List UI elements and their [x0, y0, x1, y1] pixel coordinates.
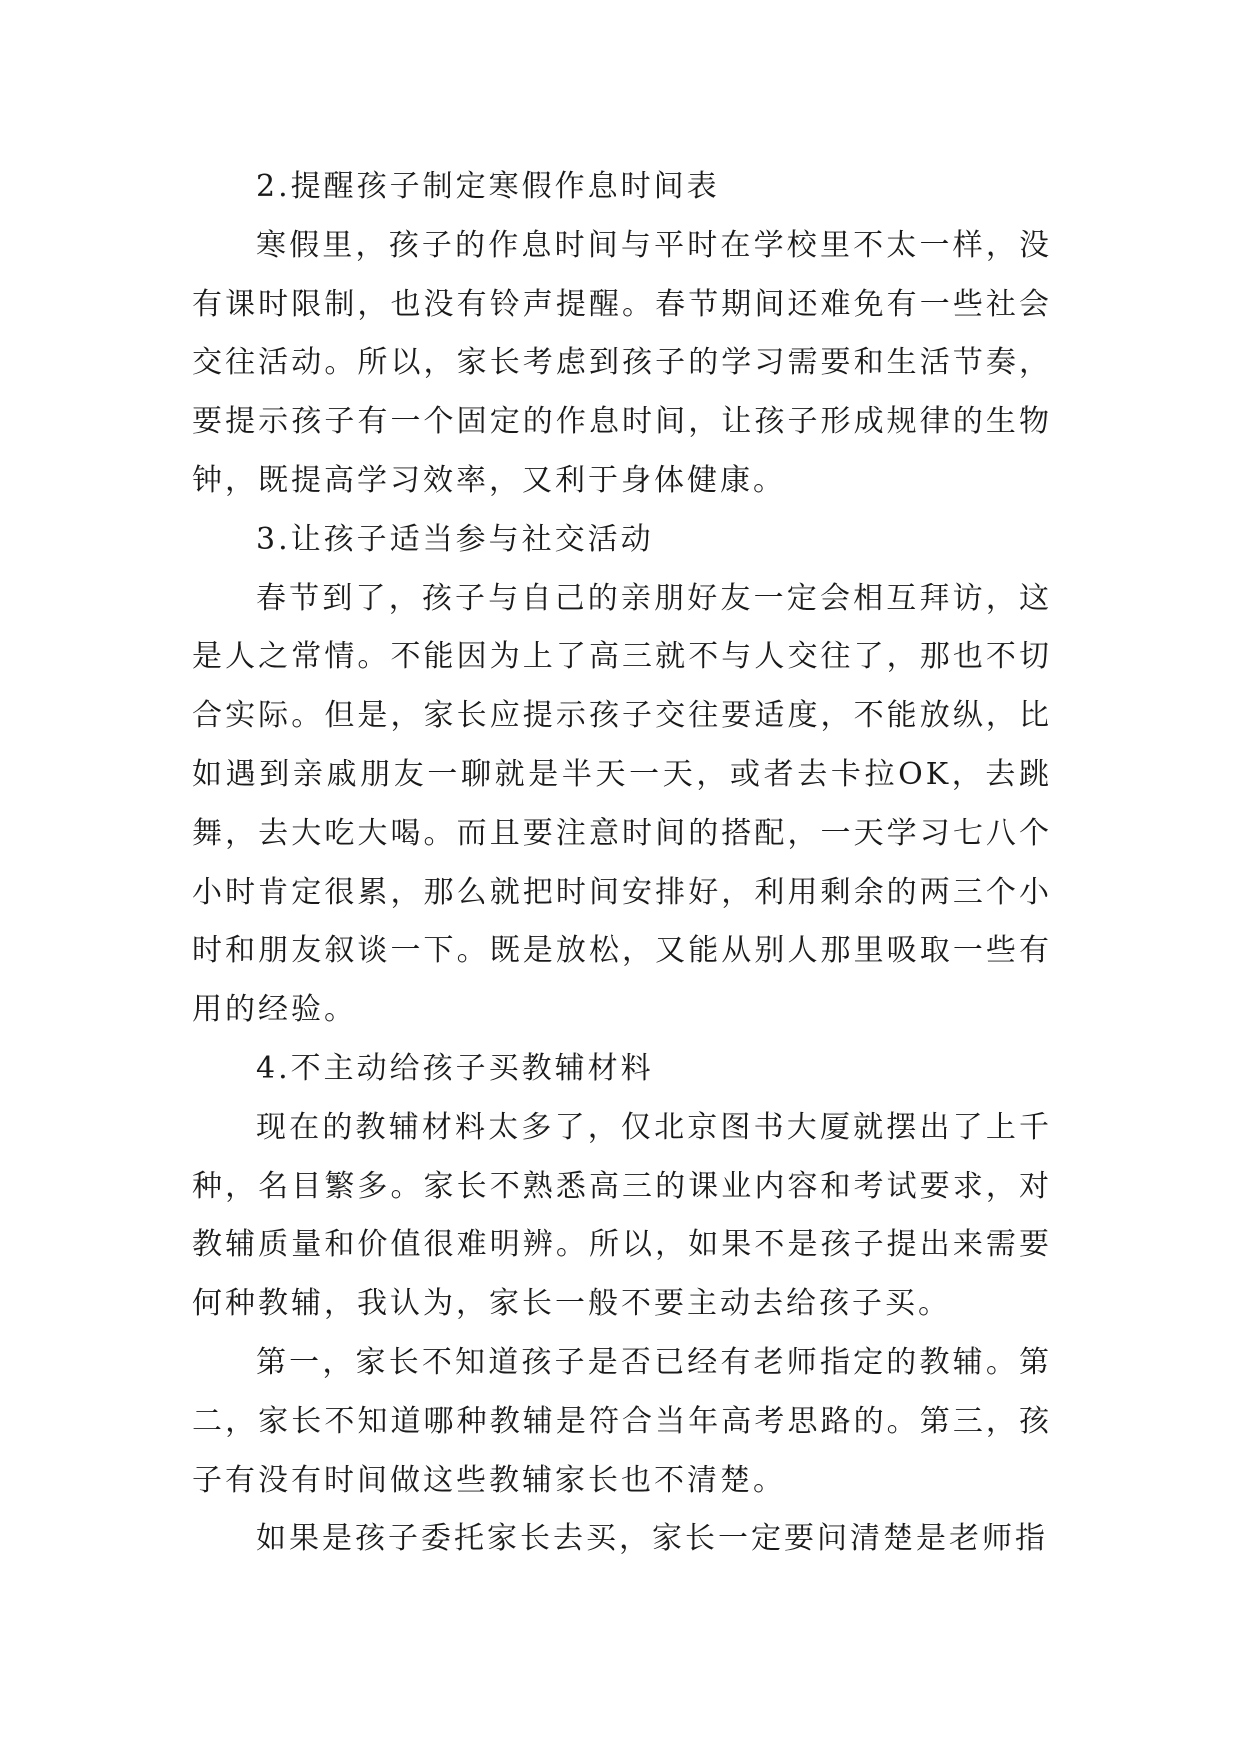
section-heading-4: 4.不主动给孩子买教辅材料: [256, 1050, 654, 1086]
document-body: [192, 158, 1052, 1569]
paragraph-materials: 现在的教辅材料太多了，仅北京图书大厦就摆出了上千种，名目繁多。家长不熟悉高三的课业内容和考试要求，对教辅质量和价值很难明辨。所以，如果不是孩子提出来需要何种教辅，我认为，家长一般不要主动去给孩子买。: [192, 1109, 1052, 1322]
section-heading-3: 3.让孩子适当参与社交活动: [256, 521, 654, 557]
paragraph-schedule: 寒假里，孩子的作息时间与平时在学校里不太一样，没有课时限制，也没有铃声提醒。春节期间还难免有一些社会交往活动。所以，家长考虑到孩子的学习需要和生活节奏，要提示孩子有一个固定的作息时间，让孩子形成规律的生物钟，既提高学习效率，又利于身体健康。: [192, 227, 1052, 498]
paragraph-reasons: 第一，家长不知道孩子是否已经有老师指定的教辅。第二，家长不知道哪种教辅是符合当年高考思路的。第三，孩子有没有时间做这些教辅家长也不清楚。: [192, 1344, 1052, 1498]
paragraph-social: 春节到了，孩子与自己的亲朋好友一定会相互拜访，这是人之常情。不能因为上了高三就不与人交往了，那也不切合实际。但是，家长应提示孩子交往要适度，不能放纵，比如遇到亲戚朋友一聊就是半天一天，或者去卡拉OK，去跳舞，去大吃大喝。而且要注意时间的搭配，一天学习七八个小时肯定很累，那么就把时间安排好，利用剩余的两三个小时和朋友叙谈一下。既是放松，又能从别人那里吸取一些有用的经验。: [192, 580, 1052, 1028]
paragraph-entrust: 如果是孩子委托家长去买，家长一定要问清楚是老师指: [256, 1521, 1048, 1557]
section-heading-2: 2.提醒孩子制定寒假作息时间表: [256, 169, 720, 204]
